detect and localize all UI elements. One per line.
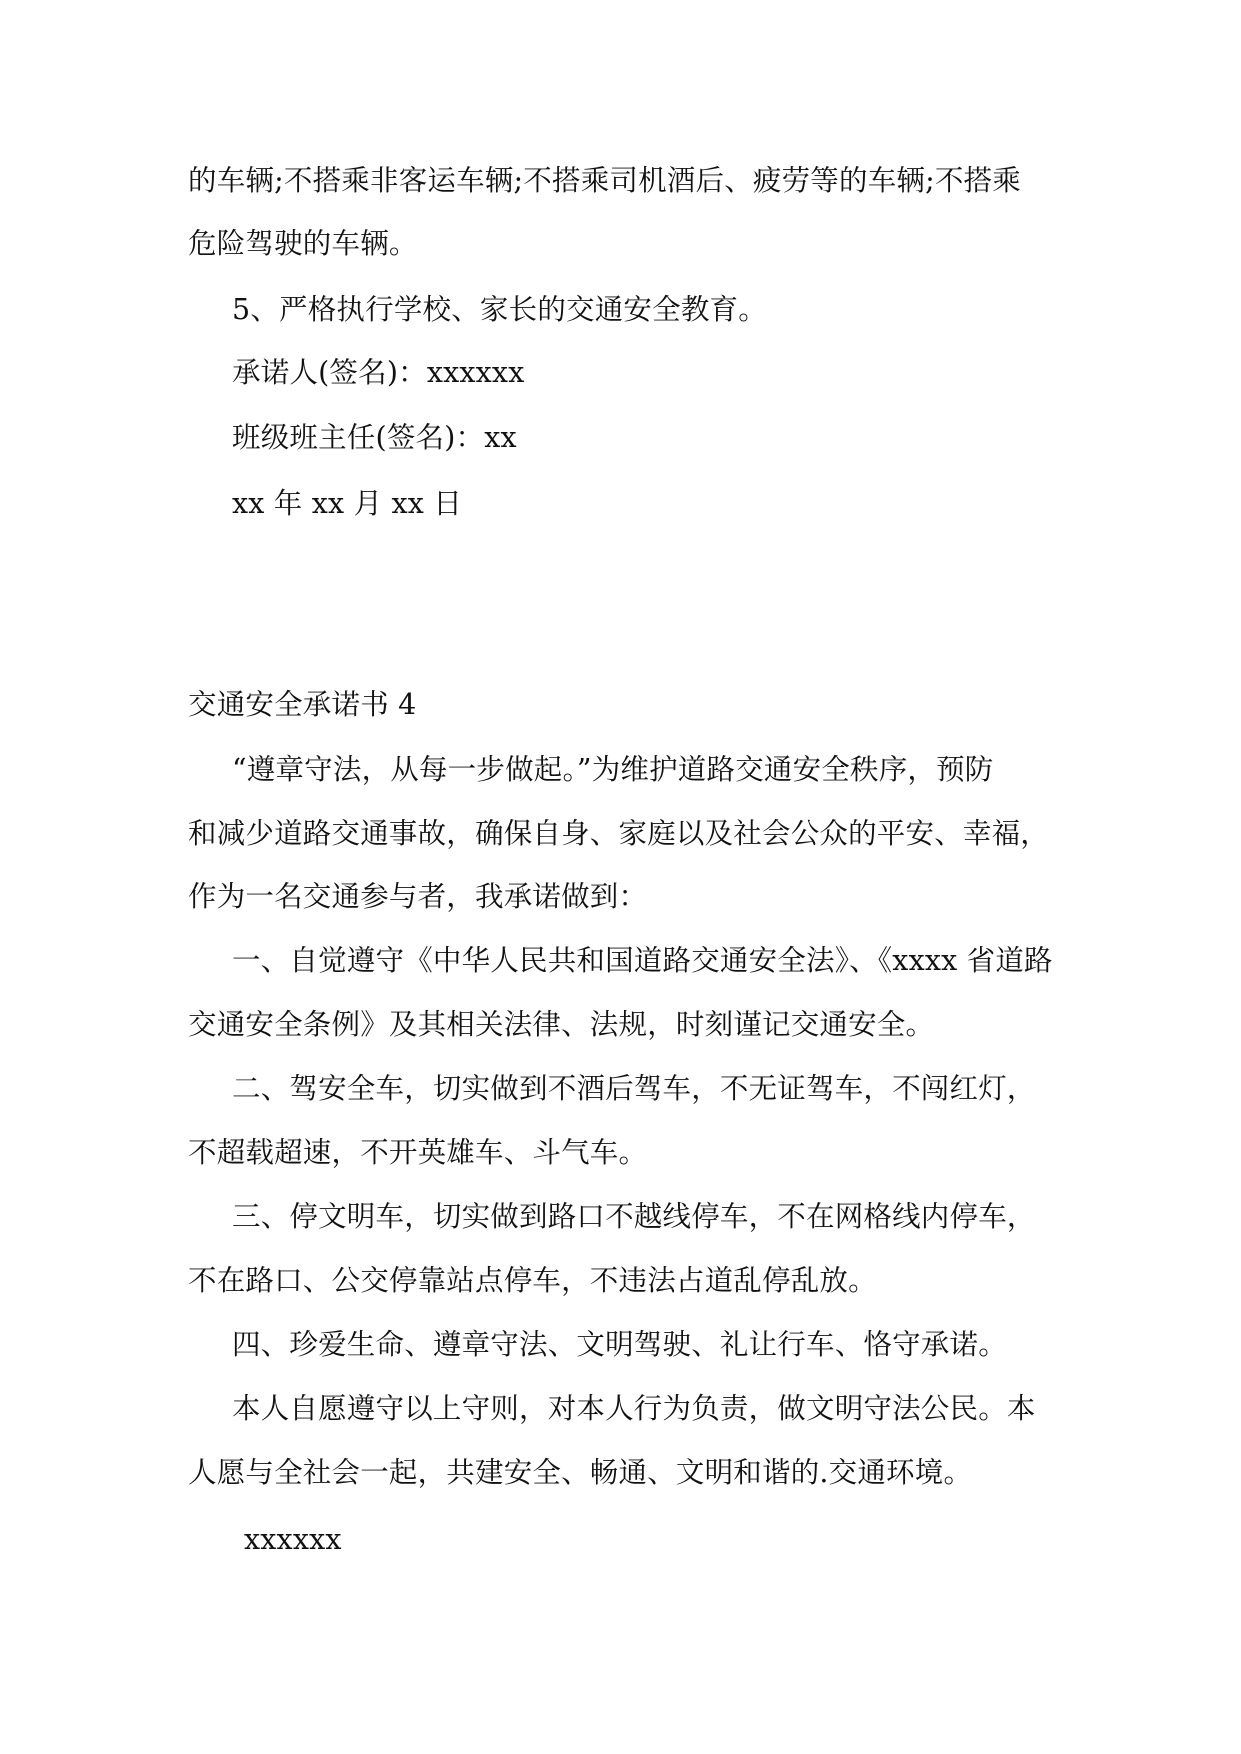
intro-line-2: 和减少道路交通事故，确保自身、家庭以及社会公众的平安、幸福， <box>188 817 1050 850</box>
intro-line-3: 作为一名交通参与者，我承诺做到： <box>188 880 648 913</box>
item-3-line-1: 三、停文明车，切实做到路口不越线停车，不在网格线内停车， <box>232 1200 1036 1233</box>
intro-line-1: “遵章守法，从每一步做起。”为维护道路交通安全秩序，预防 <box>232 753 994 786</box>
item-2-line-2: 不超载超速，不开英雄车、斗气车。 <box>188 1136 648 1169</box>
item-5: 5、严格执行学校、家长的交通安全教育。 <box>232 293 767 326</box>
continuation-line-2: 危险驾驶的车辆。 <box>188 227 418 260</box>
closing-line-1: 本人自愿遵守以上守则，对本人行为负责，做文明守法公民。本 <box>232 1392 1036 1425</box>
date-line: xx 年 xx 月 xx 日 <box>232 487 463 520</box>
item-1-line-1: 一、自觉遵守《中华人民共和国道路交通安全法》、《xxxx 省道路 <box>232 944 1053 977</box>
item-4: 四、珍爱生命、遵章守法、文明驾驶、礼让行车、恪守承诺。 <box>232 1328 1007 1361</box>
closing-line-2: 人愿与全社会一起，共建安全、畅通、文明和谐的.交通环境。 <box>188 1456 973 1489</box>
teacher-signature-line: 班级班主任(签名)：xx <box>232 421 517 454</box>
continuation-line-1: 的车辆;不搭乘非客运车辆;不搭乘司机酒后、疲劳等的车辆;不搭乘 <box>188 164 1022 197</box>
promiser-signature-line: 承诺人(签名)：xxxxxx <box>232 356 525 389</box>
signature: xxxxxx <box>244 1523 342 1556</box>
section-title: 交通安全承诺书 4 <box>188 688 417 721</box>
item-3-line-2: 不在路口、公交停靠站点停车，不违法占道乱停乱放。 <box>188 1264 877 1297</box>
item-1-line-2: 交通安全条例》及其相关法律、法规，时刻谨记交通安全。 <box>188 1008 935 1041</box>
item-2-line-1: 二、驾安全车，切实做到不酒后驾车，不无证驾车，不闯红灯， <box>232 1072 1036 1105</box>
